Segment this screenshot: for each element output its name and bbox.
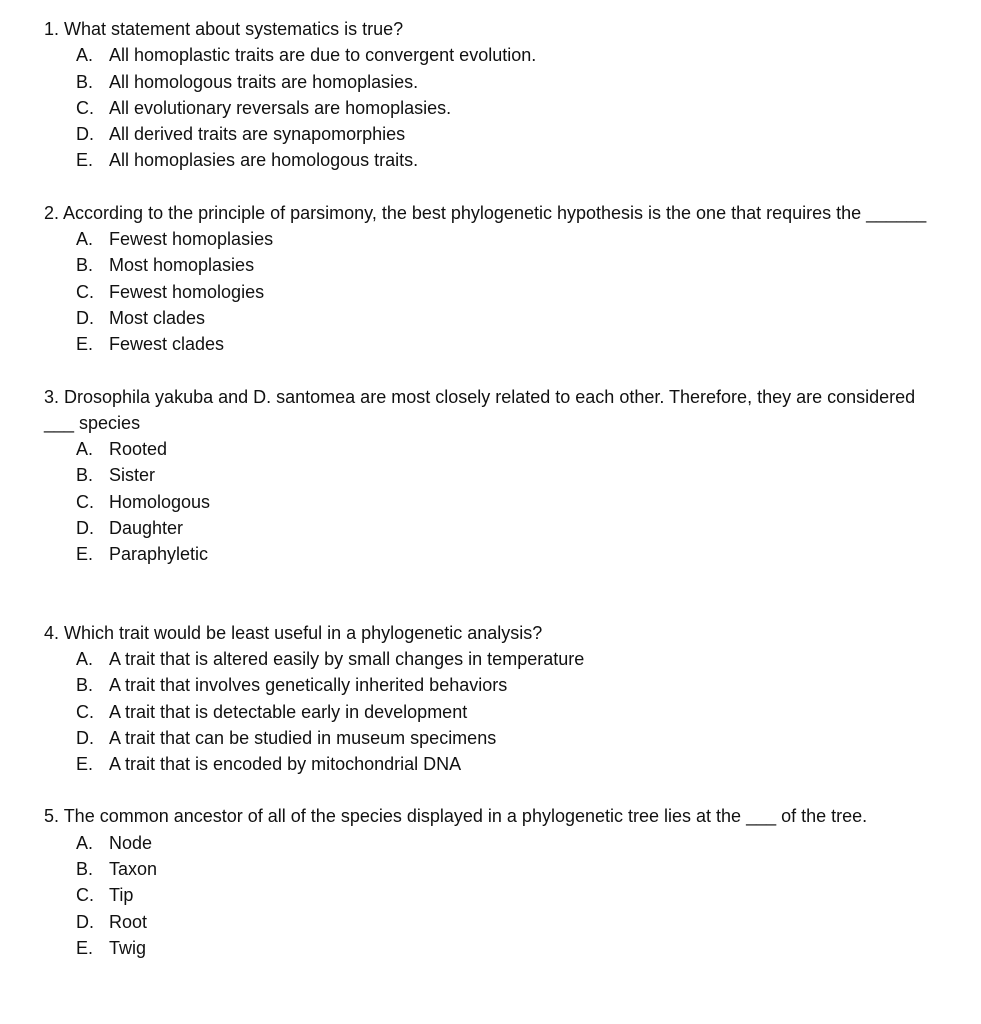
option-letter: C. xyxy=(76,491,94,512)
answer-option xyxy=(76,226,944,252)
option-text: A trait that is altered easily by small changes in temperature xyxy=(109,648,585,669)
answer-option xyxy=(76,69,944,95)
answer-option xyxy=(76,751,944,777)
option-text: Most homoplasies xyxy=(109,255,255,276)
answer-option xyxy=(76,935,944,961)
answer-options xyxy=(44,436,944,567)
answer-option xyxy=(76,489,944,515)
option-letter: B. xyxy=(76,465,94,486)
answer-option xyxy=(76,830,944,856)
option-letter: E. xyxy=(76,150,94,171)
option-text: A trait that can be studied in museum specimens xyxy=(109,727,497,748)
question-3 xyxy=(44,384,944,568)
option-text: Homologous xyxy=(109,491,211,512)
answer-option xyxy=(76,121,944,147)
answer-option xyxy=(76,909,944,935)
option-text: Tip xyxy=(109,885,134,906)
answer-option xyxy=(76,725,944,751)
answer-option xyxy=(76,462,944,488)
option-letter: B. xyxy=(76,675,94,696)
answer-option xyxy=(76,252,944,278)
answer-option xyxy=(76,147,944,173)
answer-option xyxy=(76,42,944,68)
option-letter: A. xyxy=(76,832,94,853)
question-text: 4. Which trait would be least useful in a phylogenetic analysis? xyxy=(44,622,543,643)
option-letter: B. xyxy=(76,71,94,92)
answer-options xyxy=(44,42,944,173)
quiz-document xyxy=(44,16,944,961)
question-4 xyxy=(44,620,944,778)
answer-option xyxy=(76,646,944,672)
option-text: All evolutionary reversals are homoplasies. xyxy=(109,97,452,118)
option-text: Paraphyletic xyxy=(109,544,209,565)
option-letter: B. xyxy=(76,255,94,276)
option-text: A trait that involves genetically inherited behaviors xyxy=(109,675,508,696)
option-text: All derived traits are synapomorphies xyxy=(109,124,406,145)
question-2 xyxy=(44,200,944,358)
option-text: All homologous traits are homoplasies. xyxy=(109,71,419,92)
question-text: 1. What statement about systematics is true? xyxy=(44,19,404,39)
question-1 xyxy=(44,16,944,174)
question-text: 5. The common ancestor of all of the species displayed in a phylogenetic tree lies at the ___ of the tree. xyxy=(44,806,868,827)
question-5 xyxy=(44,803,944,961)
option-letter: C. xyxy=(76,97,94,118)
answer-options xyxy=(44,226,944,357)
option-text: Rooted xyxy=(109,439,168,460)
option-text: Twig xyxy=(109,937,147,958)
option-text: A trait that is detectable early in development xyxy=(109,701,468,722)
answer-option xyxy=(76,331,944,357)
option-letter: E. xyxy=(76,754,94,775)
option-text: Fewest homoplasies xyxy=(109,229,274,250)
option-text: Daughter xyxy=(109,518,184,539)
option-letter: A. xyxy=(76,229,94,250)
answer-option xyxy=(76,672,944,698)
option-text: All homoplastic traits are due to convergent evolution. xyxy=(109,45,537,66)
answer-option xyxy=(76,856,944,882)
option-letter: D. xyxy=(76,124,94,145)
option-letter: A. xyxy=(76,439,94,460)
option-text: Root xyxy=(109,911,148,932)
option-text: Taxon xyxy=(109,859,158,880)
answer-option xyxy=(76,305,944,331)
option-letter: C. xyxy=(76,281,94,302)
option-letter: E. xyxy=(76,937,94,958)
option-text: All homoplasies are homologous traits. xyxy=(109,150,419,171)
option-text: Node xyxy=(109,832,153,853)
option-text: Sister xyxy=(109,465,156,486)
answer-option xyxy=(76,541,944,567)
option-text: Most clades xyxy=(109,307,206,328)
option-letter: A. xyxy=(76,45,94,66)
answer-option xyxy=(76,882,944,908)
answer-option xyxy=(76,515,944,541)
answer-option xyxy=(76,279,944,305)
option-letter: A. xyxy=(76,648,94,669)
option-letter: D. xyxy=(76,911,94,932)
option-letter: E. xyxy=(76,334,94,355)
answer-option xyxy=(76,95,944,121)
option-letter: D. xyxy=(76,307,94,328)
question-text: 3. Drosophila yakuba and D. santomea are most closely related to each other. Therefore, they are considered ___ species xyxy=(44,386,916,433)
option-text: Fewest clades xyxy=(109,334,225,355)
answer-options xyxy=(44,830,944,961)
option-letter: B. xyxy=(76,859,94,880)
option-letter: C. xyxy=(76,885,94,906)
answer-options xyxy=(44,646,944,777)
option-letter: D. xyxy=(76,727,94,748)
option-letter: D. xyxy=(76,518,94,539)
answer-option xyxy=(76,436,944,462)
option-letter: E. xyxy=(76,544,94,565)
option-text: Fewest homologies xyxy=(109,281,265,302)
question-text: 2. According to the principle of parsimony, the best phylogenetic hypothesis is the one that requires the ______ xyxy=(44,202,927,223)
option-letter: C. xyxy=(76,701,94,722)
answer-option xyxy=(76,699,944,725)
option-text: A trait that is encoded by mitochondrial DNA xyxy=(109,754,462,775)
